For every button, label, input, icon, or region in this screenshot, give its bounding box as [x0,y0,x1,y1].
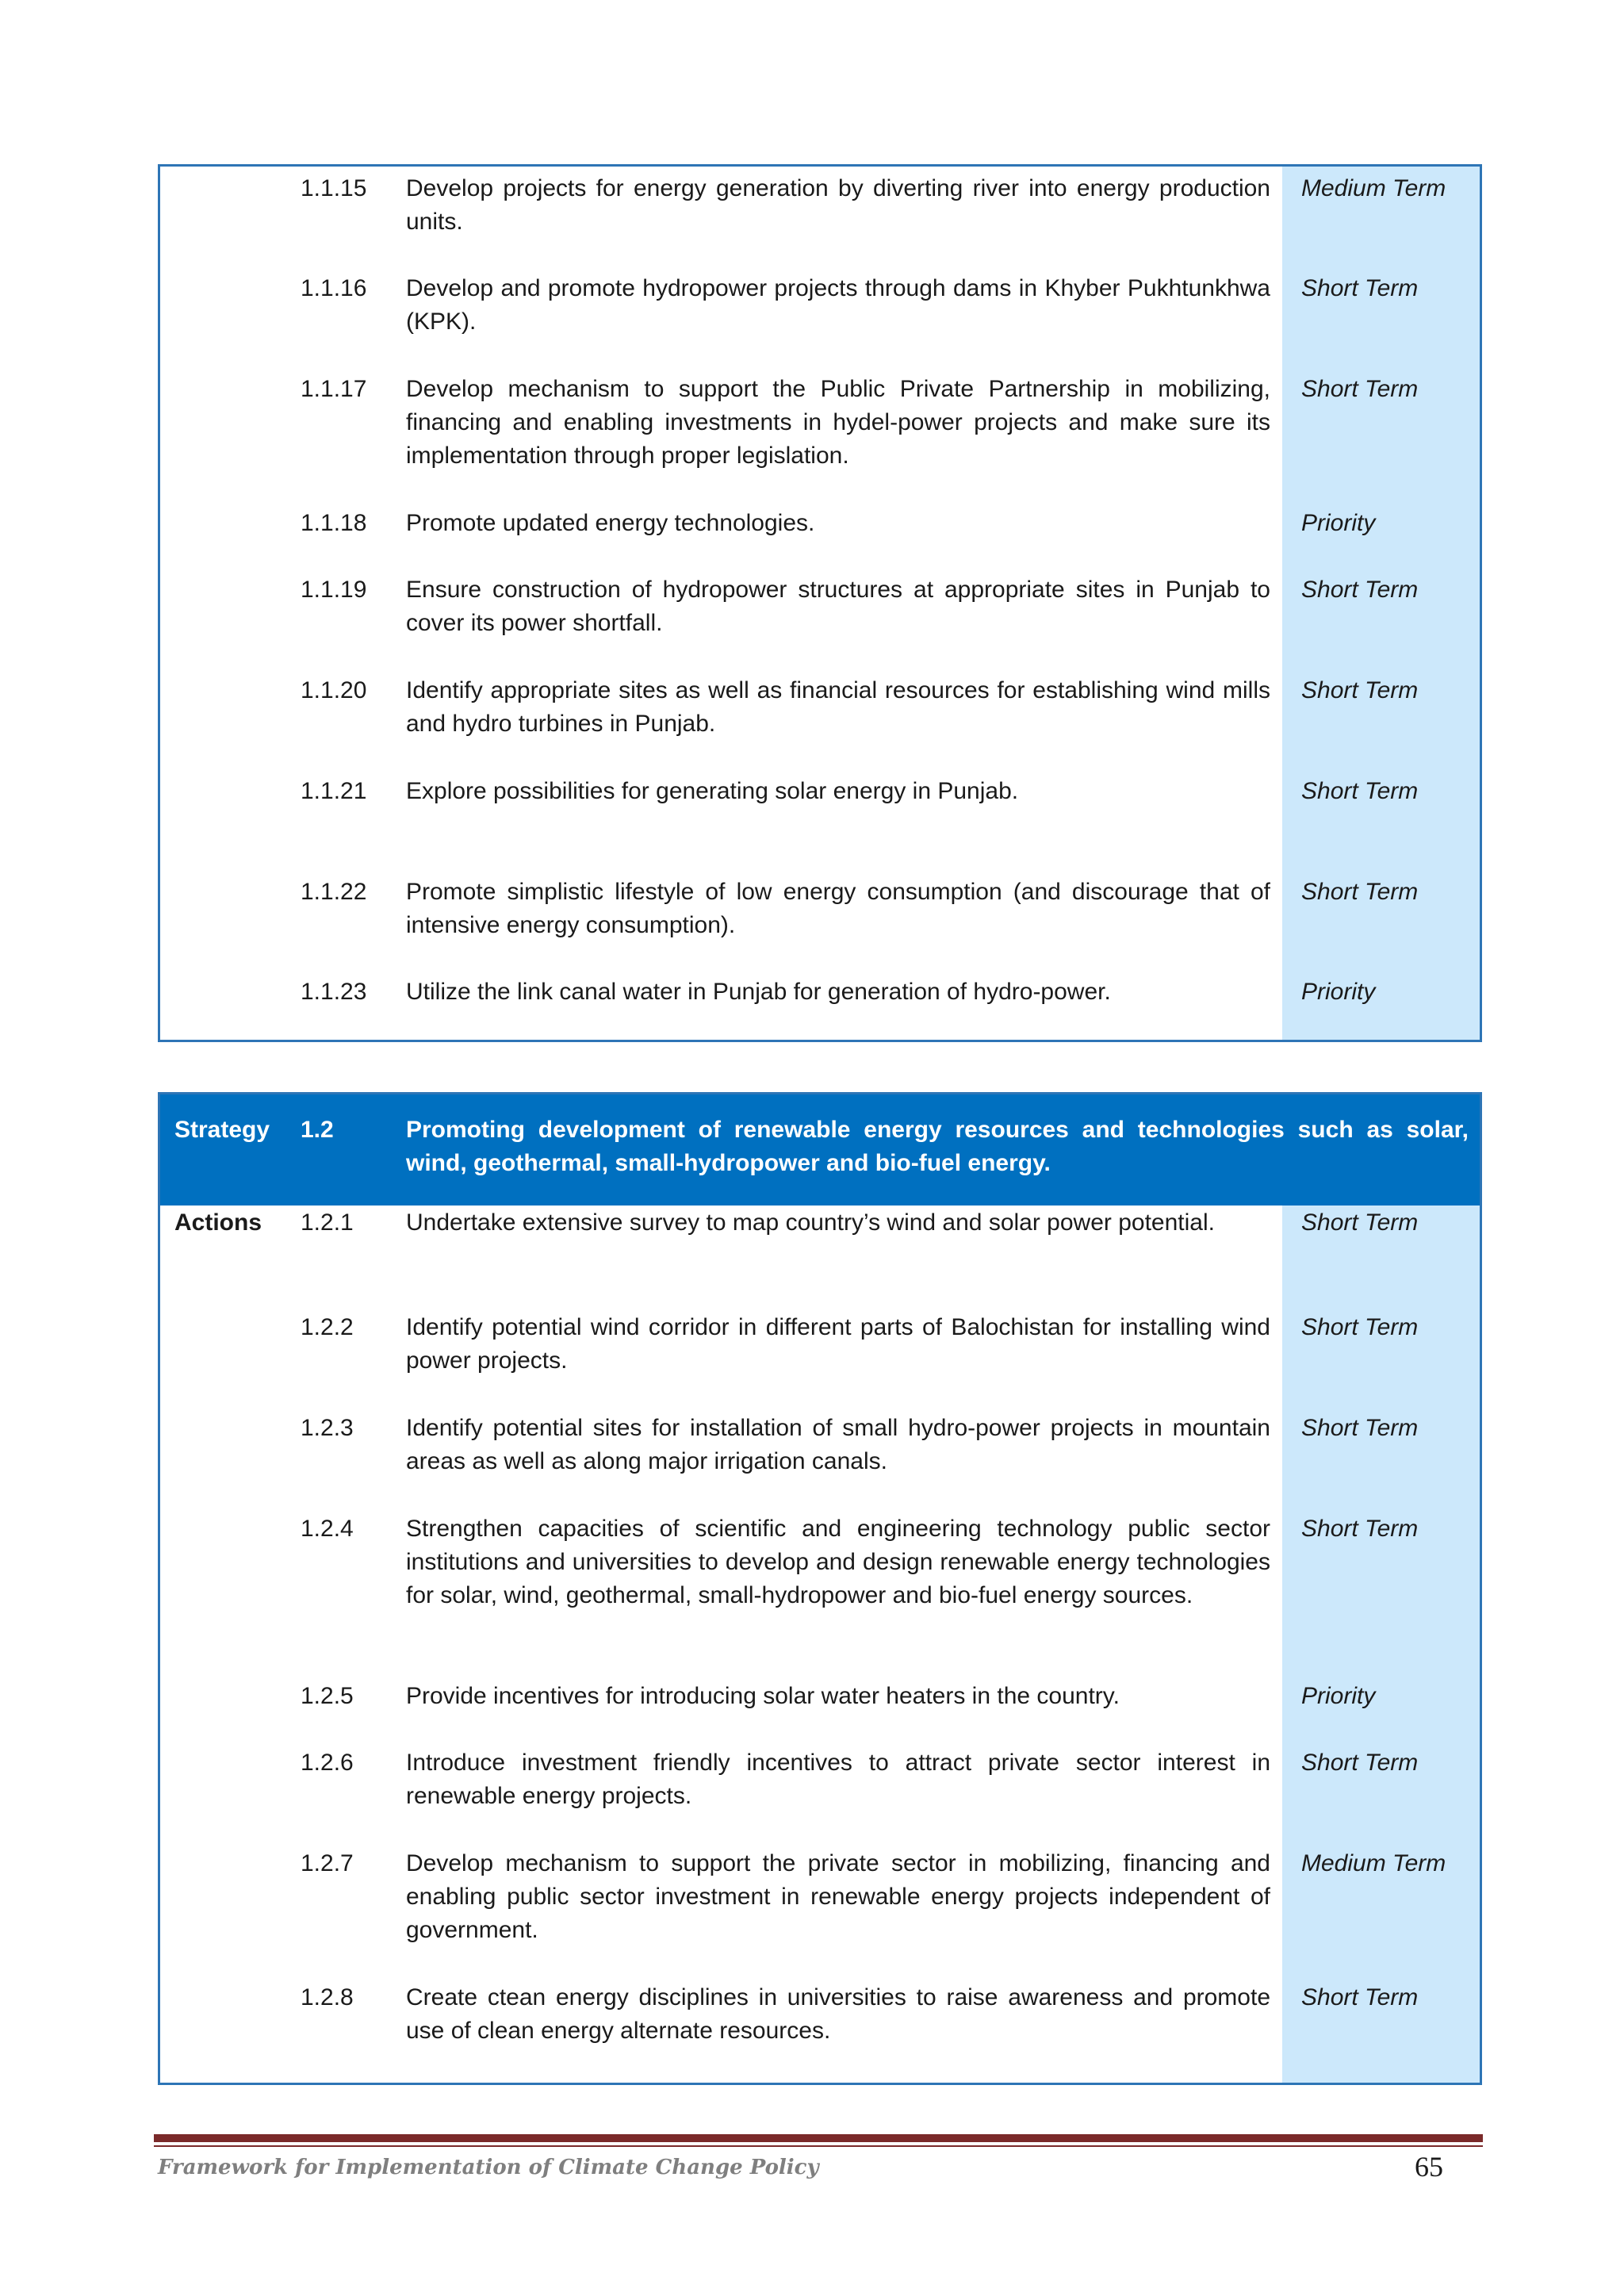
action-text: Identify potential sites for installation of small hydro-power projects in mountain areas as well as along major irrigation canals. [406,1415,1270,1474]
actions-label: Actions [174,1209,262,1236]
action-number: 1.2.6 [301,1750,354,1776]
action-term: Short Term [1301,1984,1419,2010]
action-text: Provide incentives for introducing solar water heaters in the country. [406,1683,1120,1709]
strategy-text: Promoting development of renewable energy resources and technologies such as solar, wind, geothermal, small-hydropower and bio-fuel energy. [406,1117,1469,1176]
action-text: Introduce investment friendly incentives to attract private sector interest in renewable energy projects. [406,1750,1270,1809]
action-text: Identify appropriate sites as well as financial resources for establishing wind mills and hydro turbines in Punjab. [406,677,1270,737]
action-number: 1.1.19 [301,577,367,603]
action-term: Short Term [1301,1415,1419,1441]
strategy-label: Strategy [174,1117,270,1143]
action-number: 1.2.1 [301,1209,354,1236]
action-number: 1.1.17 [301,376,367,402]
action-number: 1.1.23 [301,979,367,1005]
action-number: 1.1.20 [301,677,367,703]
footer-title: Framework for Implementation of Climate Change Policy [158,2156,819,2179]
action-term: Medium Term [1301,175,1446,201]
action-text: Develop mechanism to support the Public Private Partnership in mobilizing, financing and enabling investments in hydel-power projects and make sure its implementation through proper legislation. [406,376,1270,469]
strategy-header [160,1094,1480,1205]
action-term: Short Term [1301,275,1419,301]
action-term: Priority [1301,510,1376,536]
action-term: Short Term [1301,1750,1419,1776]
action-term: Short Term [1301,376,1419,402]
action-text: Develop and promote hydropower projects through dams in Khyber Pukhtunkhwa (KPK). [406,275,1270,335]
page-number: 65 [1415,2151,1443,2183]
action-number: 1.2.3 [301,1415,354,1441]
action-number: 1.2.2 [301,1314,354,1340]
action-number: 1.1.22 [301,879,367,905]
action-term: Short Term [1301,1314,1419,1340]
action-number: 1.1.16 [301,275,367,301]
term-column-background [1282,1094,1480,2083]
action-text: Promote simplistic lifestyle of low energy consumption (and discourage that of intensive energy consumption). [406,879,1270,938]
strategy-table [158,1092,1482,2085]
action-text: Explore possibilities for generating solar energy in Punjab. [406,778,1019,804]
action-number: 1.2.8 [301,1984,354,2010]
action-text: Create ctean energy disciplines in universities to raise awareness and promote use of clean energy alternate resources. [406,1984,1270,2044]
action-number: 1.2.7 [301,1850,354,1876]
action-term: Short Term [1301,677,1419,703]
action-text: Ensure construction of hydropower structures at appropriate sites in Punjab to cover its power shortfall. [406,577,1270,636]
action-table-continued [158,164,1482,1042]
action-text: Utilize the link canal water in Punjab for generation of hydro-power. [406,979,1111,1005]
action-number: 1.1.18 [301,510,367,536]
action-text: Develop projects for energy generation by diverting river into energy production units. [406,175,1270,235]
action-number: 1.1.15 [301,175,367,201]
action-text: Promote updated energy technologies. [406,510,815,536]
action-term: Short Term [1301,1516,1419,1542]
action-text: Identify potential wind corridor in different parts of Balochistan for installing wind power projects. [406,1314,1270,1374]
action-number: 1.2.5 [301,1683,354,1709]
action-term: Priority [1301,979,1376,1005]
action-term: Short Term [1301,577,1419,603]
action-term: Short Term [1301,879,1419,905]
action-term: Short Term [1301,778,1419,804]
action-text: Undertake extensive survey to map country’s wind and solar power potential. [406,1209,1215,1236]
footer-rule-thick [154,2134,1483,2142]
action-text: Strengthen capacities of scientific and engineering technology public sector institutions and universities to develop and design renewable energy technologies for solar, wind, geothermal, small-hydropower and bio-fuel energy sources. [406,1516,1270,1608]
strategy-number: 1.2 [301,1117,334,1143]
action-number: 1.1.21 [301,778,367,804]
footer-rule-thin [154,2145,1483,2147]
action-term: Short Term [1301,1209,1419,1236]
action-number: 1.2.4 [301,1516,354,1542]
action-term: Priority [1301,1683,1376,1709]
action-text: Develop mechanism to support the private sector in mobilizing, financing and enabling public sector investment in renewable energy projects independent of government. [406,1850,1270,1943]
action-term: Medium Term [1301,1850,1446,1876]
